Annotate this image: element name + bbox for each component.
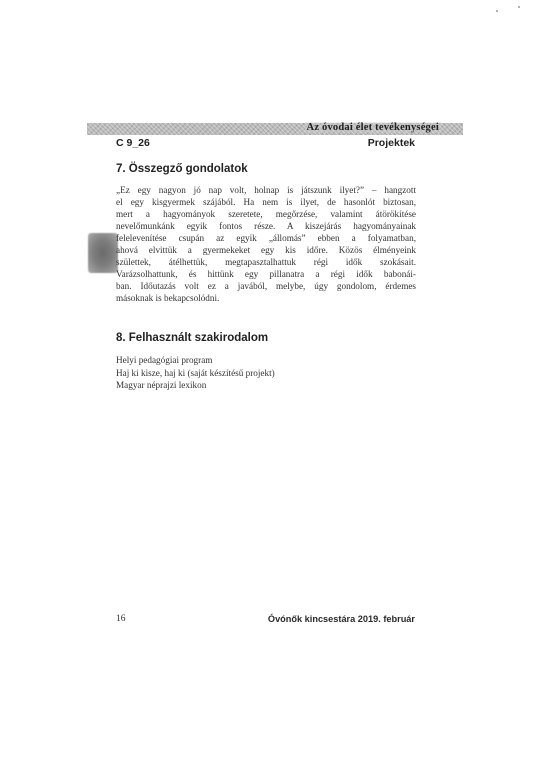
literature-list [116, 354, 275, 392]
page-number: 16 [116, 614, 126, 624]
literature-heading: 8. Felhasznált szakirodalom [116, 332, 269, 344]
literature-item: Haj ki kisze, haj ki (saját készítésű projekt) [116, 367, 275, 378]
literature-item: Magyar néprajzi lexikon [116, 380, 207, 390]
summary-line: ahová elvittük a gyermekeket egy kis időre. Közös élményeink [116, 245, 416, 255]
summary-line: Varázsolhattunk, és hittünk egy pillanatra a régi idők babonái- [116, 269, 416, 279]
margin-stamp [88, 233, 118, 273]
summary-paragraph [116, 184, 416, 304]
scan-speck [518, 6, 520, 8]
summary-line: „Ez egy nagyon jó nap volt, holnap is játszunk ilyet?” – hangzott [116, 185, 416, 195]
summary-line: nevelőmunkánk egyik fontos része. A kiszejárás hagyományainak [116, 221, 416, 231]
section-label: Projektek [367, 137, 415, 149]
summary-line: születtek, átélhettük, megtapasztalhattuk régi idők szokásait. [116, 257, 416, 267]
literature-item: Helyi pedagógiai program [116, 355, 213, 365]
document-code: C 9_26 [116, 137, 150, 149]
publication-title: Óvónők kincsestára 2019. február [267, 614, 415, 624]
header-banner [87, 123, 463, 135]
summary-line: másoknak is bekapcsolódni. [116, 293, 220, 303]
summary-line: ban. Időutazás volt ez a javából, melybe, úgy gondolom, érdemes [116, 281, 416, 291]
summary-heading: 7. Összegző gondolatok [116, 163, 248, 175]
summary-line: mert a hagyományok szeretete, megőrzése, valamint átörökítése [116, 209, 416, 219]
summary-line: felelevenítése csupán az egyik „állomás” ebben a folyamatban, [116, 233, 416, 243]
summary-line: el egy kisgyermek szájából. Ha nem is ilyet, de hasonlót biztosan, [116, 197, 416, 207]
scan-speck [496, 10, 498, 12]
banner-title: Az óvodai élet tevékenységei [306, 122, 439, 133]
